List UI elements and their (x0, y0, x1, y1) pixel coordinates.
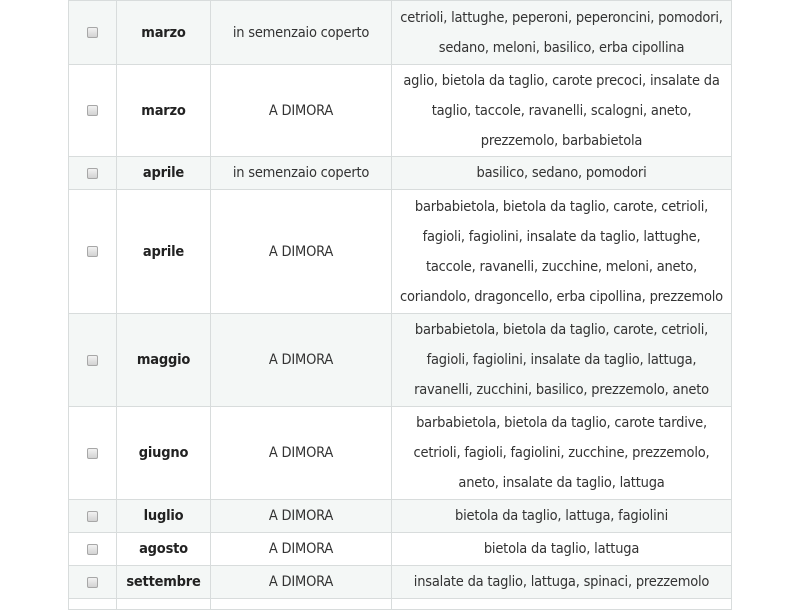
checkbox-icon[interactable] (87, 246, 98, 257)
table-row (69, 314, 732, 407)
crops-cell: barbabietola, bietola da taglio, carote tardive, cetrioli, fagioli, fagiolini, zucchine, prezzemolo, aneto, insalate da taglio, lattuga (392, 407, 732, 500)
empty-cell (211, 599, 392, 610)
crops-cell: cetrioli, lattughe, peperoni, peperoncini, pomodori, sedano, meloni, basilico, erba cipollina (392, 1, 732, 65)
month-cell: agosto (117, 533, 211, 566)
table-row (69, 190, 732, 314)
crops-cell: barbabietola, bietola da taglio, carote, cetrioli, fagioli, fagiolini, insalate da taglio, lattuga, ravanelli, zucchini, basilico, prezzemolo, aneto (392, 314, 732, 407)
month-cell: luglio (117, 500, 211, 533)
crops-cell: insalate da taglio, lattuga, spinaci, prezzemolo (392, 566, 732, 599)
checkbox-cell[interactable] (69, 407, 117, 500)
checkbox-icon[interactable] (87, 27, 98, 38)
checkbox-cell[interactable] (69, 190, 117, 314)
checkbox-icon[interactable] (87, 544, 98, 555)
mode-cell: A DIMORA (211, 407, 392, 500)
month-cell: aprile (117, 190, 211, 314)
crops-cell: bietola da taglio, lattuga, fagiolini (392, 500, 732, 533)
month-cell: marzo (117, 1, 211, 65)
table-row (69, 65, 732, 157)
checkbox-icon[interactable] (87, 355, 98, 366)
mode-cell: in semenzaio coperto (211, 157, 392, 190)
checkbox-cell[interactable] (69, 314, 117, 407)
crops-cell: aglio, bietola da taglio, carote precoci, insalate da taglio, taccole, ravanelli, scalogni, aneto, prezzemolo, barbabietola (392, 65, 732, 157)
sowing-calendar-table (68, 0, 732, 610)
mode-cell: A DIMORA (211, 500, 392, 533)
table-row (69, 157, 732, 190)
month-cell: marzo (117, 65, 211, 157)
checkbox-icon[interactable] (87, 577, 98, 588)
month-cell: giugno (117, 407, 211, 500)
checkbox-cell[interactable] (69, 65, 117, 157)
month-cell: maggio (117, 314, 211, 407)
sowing-calendar-table-wrap (68, 0, 731, 610)
mode-cell: A DIMORA (211, 566, 392, 599)
crops-cell: bietola da taglio, lattuga (392, 533, 732, 566)
checkbox-icon[interactable] (87, 448, 98, 459)
mode-cell: in semenzaio coperto (211, 1, 392, 65)
mode-cell: A DIMORA (211, 533, 392, 566)
checkbox-icon[interactable] (87, 105, 98, 116)
month-cell: settembre (117, 566, 211, 599)
checkbox-cell[interactable] (69, 566, 117, 599)
checkbox-cell[interactable] (69, 500, 117, 533)
mode-cell: A DIMORA (211, 65, 392, 157)
empty-cell (117, 599, 211, 610)
checkbox-cell[interactable] (69, 533, 117, 566)
checkbox-cell[interactable] (69, 157, 117, 190)
table-row (69, 566, 732, 599)
crops-cell: basilico, sedano, pomodori (392, 157, 732, 190)
table-row (69, 500, 732, 533)
crops-cell: barbabietola, bietola da taglio, carote, cetrioli, fagioli, fagiolini, insalate da taglio, lattughe, taccole, ravanelli, zucchine, meloni, aneto, coriandolo, dragoncello, erba cipollina, prezzemolo (392, 190, 732, 314)
checkbox-cell[interactable] (69, 1, 117, 65)
empty-cell (69, 599, 117, 610)
table-row (69, 599, 732, 610)
empty-cell (392, 599, 732, 610)
mode-cell: A DIMORA (211, 314, 392, 407)
month-cell: aprile (117, 157, 211, 190)
table-row (69, 407, 732, 500)
table-row (69, 533, 732, 566)
checkbox-icon[interactable] (87, 511, 98, 522)
table-row (69, 1, 732, 65)
mode-cell: A DIMORA (211, 190, 392, 314)
checkbox-icon[interactable] (87, 168, 98, 179)
